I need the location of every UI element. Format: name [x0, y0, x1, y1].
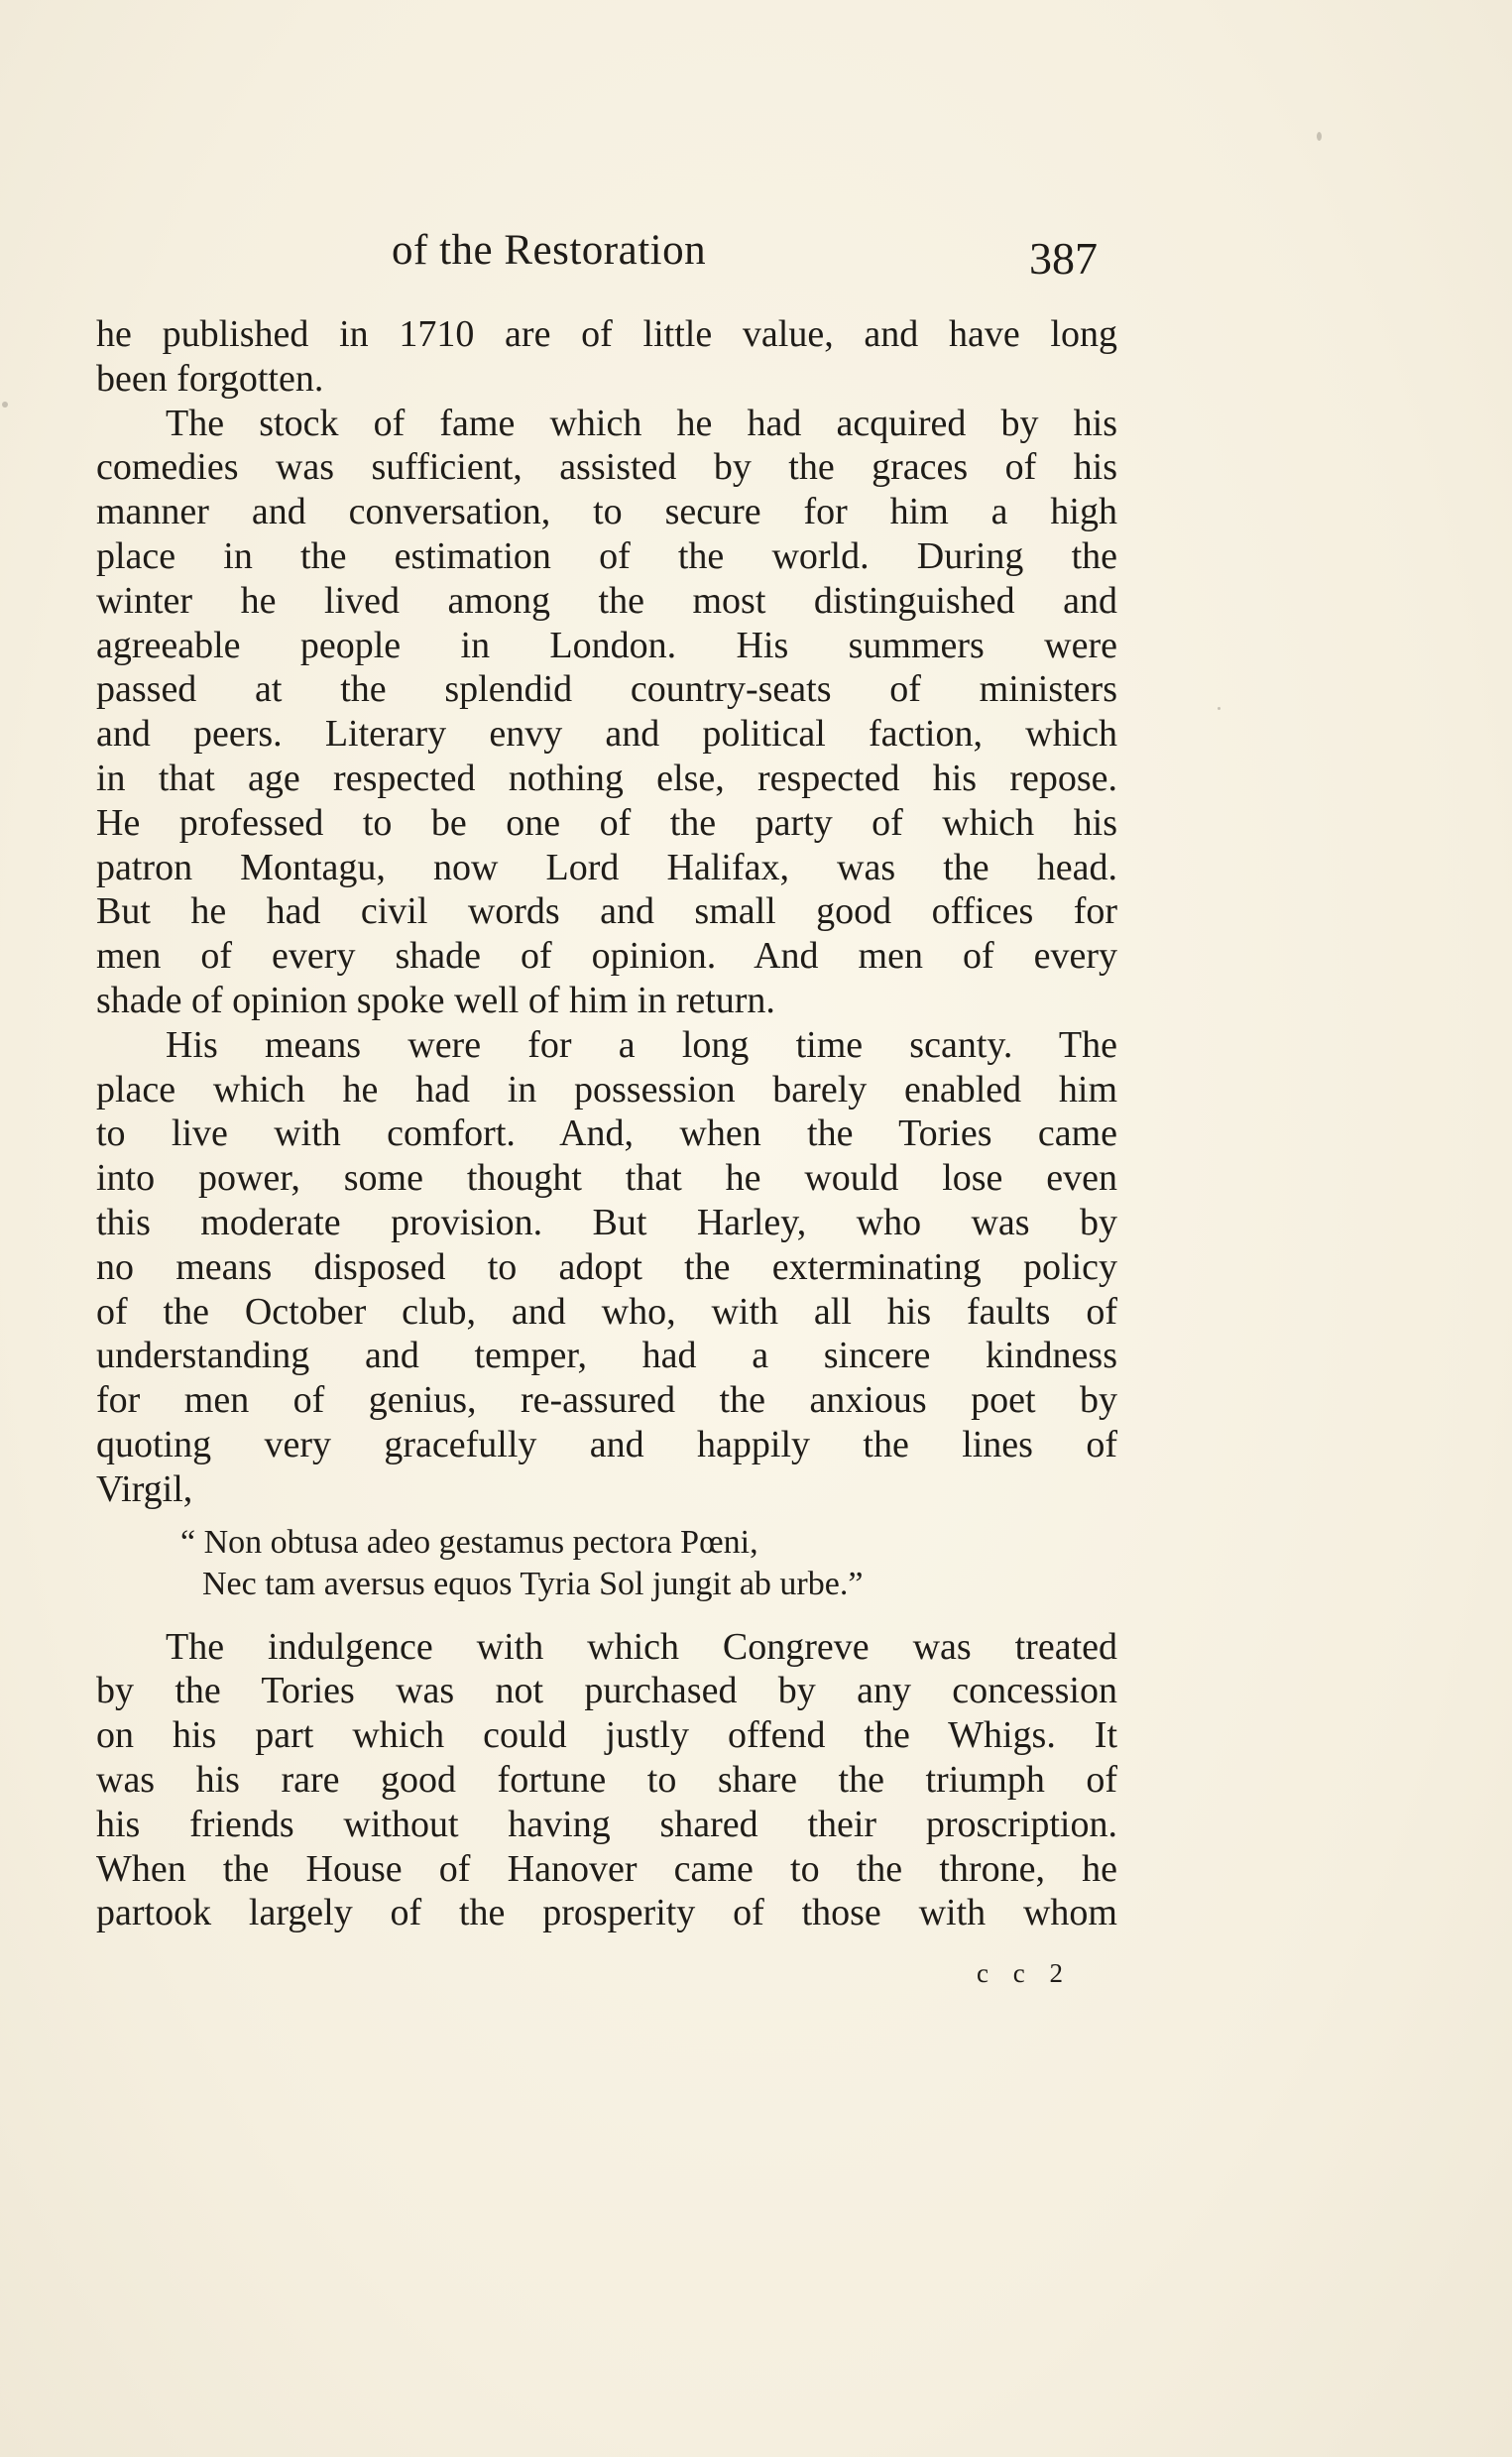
- text-line: quoting very gracefully and happily the lines of: [96, 1423, 1117, 1465]
- text-line: on his part which could justly offend the Whigs. It: [96, 1714, 1117, 1757]
- text-line: agreeable people in London. His summers were: [96, 624, 1117, 666]
- text-line: to live with comfort. And, when the Tories came: [96, 1112, 1117, 1155]
- text-line: was his rare good fortune to share the triumph of: [96, 1758, 1117, 1801]
- text-line: Virgil,: [96, 1467, 193, 1510]
- text-line: this moderate provision. But Harley, who was by: [96, 1201, 1117, 1243]
- text-line: been forgotten.: [96, 357, 324, 400]
- text-line: winter he lived among the most distinguished and: [96, 579, 1117, 622]
- quotation-line: “ Non obtusa adeo gestamus pectora Pœni,: [180, 1523, 758, 1561]
- text-line: partook largely of the prosperity of those with whom: [96, 1892, 1117, 1934]
- text-line: into power, some thought that he would lose even: [96, 1157, 1117, 1200]
- text-line: by the Tories was not purchased by any concession: [96, 1670, 1117, 1712]
- text-line: place which he had in possession barely enabled him: [96, 1068, 1117, 1111]
- text-line: When the House of Hanover came to the throne, he: [96, 1847, 1117, 1890]
- text-line: patron Montagu, now Lord Halifax, was the head.: [96, 846, 1117, 888]
- paper-speck: [2, 402, 8, 408]
- paper-speck: [1218, 707, 1221, 710]
- paragraph-first-line: His means were for a long time scanty. The: [166, 1023, 1117, 1066]
- quotation-line: Nec tam aversus equos Tyria Sol jungit ab urbe.”: [202, 1565, 864, 1602]
- paragraph-first-line: The indulgence with which Congreve was treated: [166, 1625, 1117, 1668]
- text-line: shade of opinion spoke well of him in return.: [96, 979, 775, 1021]
- text-line: in that age respected nothing else, respected his repose.: [96, 757, 1117, 799]
- latin-quotation: [180, 1522, 1117, 1605]
- text-line: his friends without having shared their proscription.: [96, 1803, 1117, 1845]
- text-line: He professed to be one of the party of which his: [96, 801, 1117, 844]
- paragraph-first-line: The stock of fame which he had acquired by his: [166, 402, 1117, 444]
- text-line: comedies was sufficient, assisted by the graces of his: [96, 446, 1117, 489]
- text-line: and peers. Literary envy and political faction, which: [96, 713, 1117, 756]
- text-line: for men of genius, re-assured the anxious poet by: [96, 1379, 1117, 1422]
- text-line: men of every shade of opinion. And men of every: [96, 935, 1117, 978]
- paragraph-first-line: he published in 1710 are of little value, and have long: [96, 313, 1117, 355]
- running-head: of the Restoration: [392, 227, 707, 274]
- text-line: passed at the splendid country-seats of ministers: [96, 668, 1117, 711]
- text-line: of the October club, and who, with all his faults of: [96, 1290, 1117, 1333]
- paper-speck: [1317, 132, 1322, 141]
- text-line: But he had civil words and small good offices for: [96, 890, 1117, 933]
- text-line: manner and conversation, to secure for him a high: [96, 491, 1117, 533]
- body-text: [96, 312, 1117, 1935]
- text-line: place in the estimation of the world. During the: [96, 534, 1117, 577]
- text-line: understanding and temper, had a sincere kindness: [96, 1335, 1117, 1377]
- page-number: 387: [1029, 233, 1098, 284]
- signature-mark: c c 2: [977, 1958, 1072, 1988]
- text-line: no means disposed to adopt the exterminating policy: [96, 1245, 1117, 1288]
- page-header: [392, 226, 1105, 290]
